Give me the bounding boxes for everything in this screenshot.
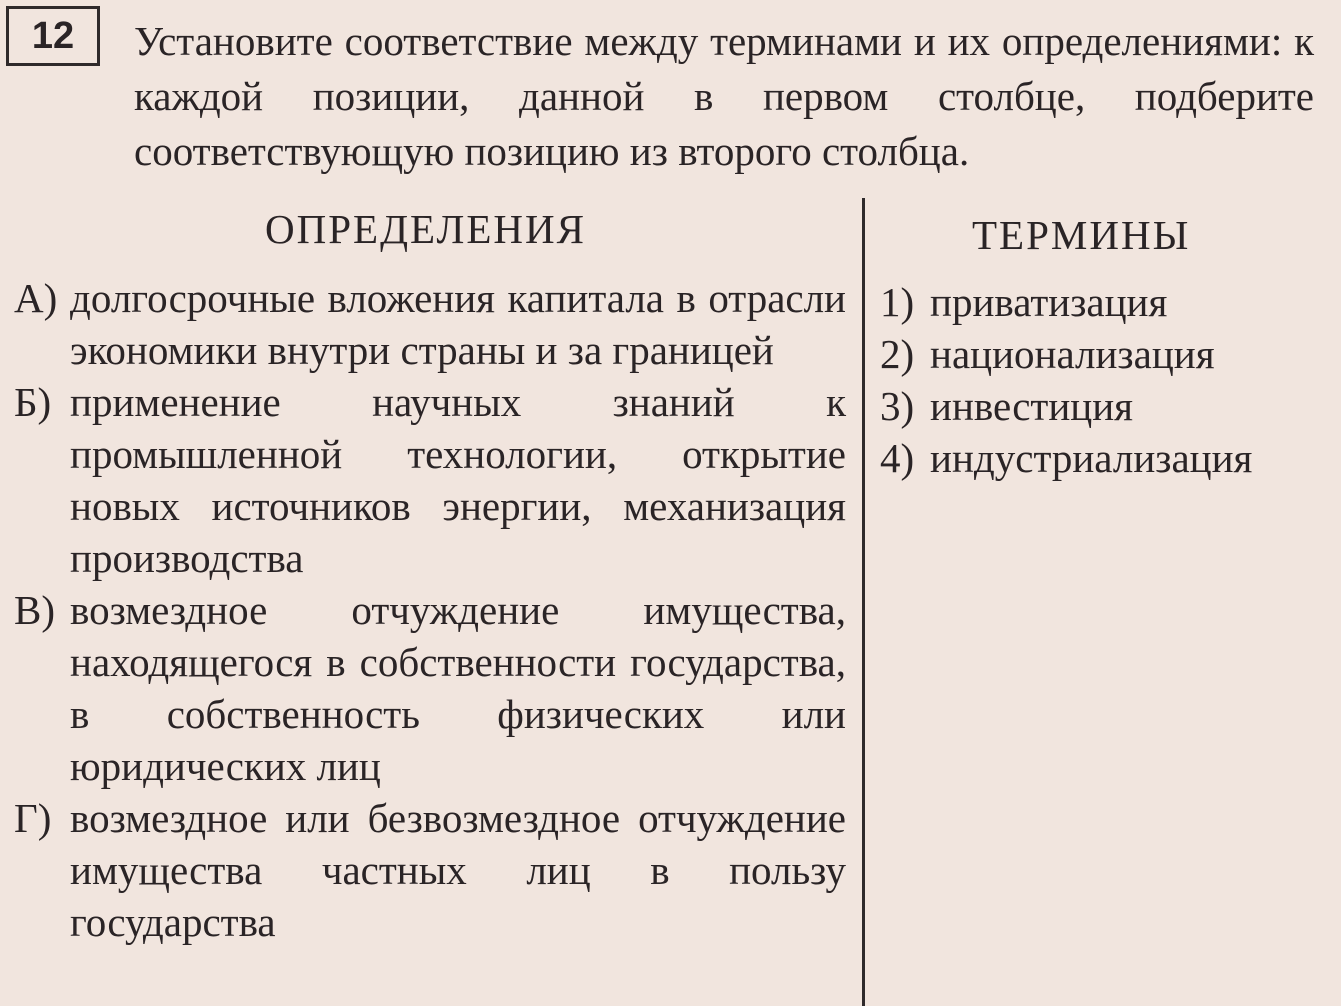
term-number: 2)	[880, 331, 915, 377]
definition-item-b	[14, 376, 846, 584]
term-item-3	[880, 380, 1320, 432]
term-text: инвестиция	[930, 383, 1134, 429]
terms-list	[880, 276, 1320, 484]
definition-letter: В)	[14, 587, 55, 633]
definition-item-g	[14, 792, 846, 948]
definition-item-v	[14, 584, 846, 792]
term-text: приватизация	[930, 279, 1168, 325]
term-text: национализация	[930, 331, 1215, 377]
task-instruction: Установите соответствие между терминами и их определениями: к каждой позиции, данной в первом столбце, подберите соответствующую позицию из второго столбца.	[134, 18, 1314, 174]
terms-header: ТЕРМИНЫ	[972, 212, 1191, 258]
definition-text: возмездное или безвозмездное отчуждение имущества частных лиц в пользу государства	[70, 795, 846, 945]
definitions-header: ОПРЕДЕЛЕНИЯ	[265, 206, 586, 252]
definition-letter: А)	[14, 275, 58, 321]
definition-text: возмездное отчуждение имущества, находящегося в собственности государства, в собственность физических или юридических лиц	[70, 587, 846, 789]
term-number: 3)	[880, 383, 915, 429]
column-divider	[862, 198, 865, 1006]
term-item-4	[880, 432, 1320, 484]
term-item-2	[880, 328, 1320, 380]
term-item-1	[880, 276, 1320, 328]
definition-letter: Г)	[14, 795, 52, 841]
definition-text: долгосрочные вложения капитала в отрасли экономики внутри страны и за границей	[70, 275, 846, 373]
definition-text: применение научных знаний к промышленной технологии, открытие новых источников энергии, механизация производства	[70, 379, 846, 581]
term-number: 4)	[880, 435, 915, 481]
definition-item-a	[14, 272, 846, 376]
term-number: 1)	[880, 279, 915, 325]
task-number-box: 12	[6, 6, 100, 66]
definitions-list	[14, 272, 846, 948]
term-text: индустриализация	[930, 435, 1253, 481]
definition-letter: Б)	[14, 379, 52, 425]
